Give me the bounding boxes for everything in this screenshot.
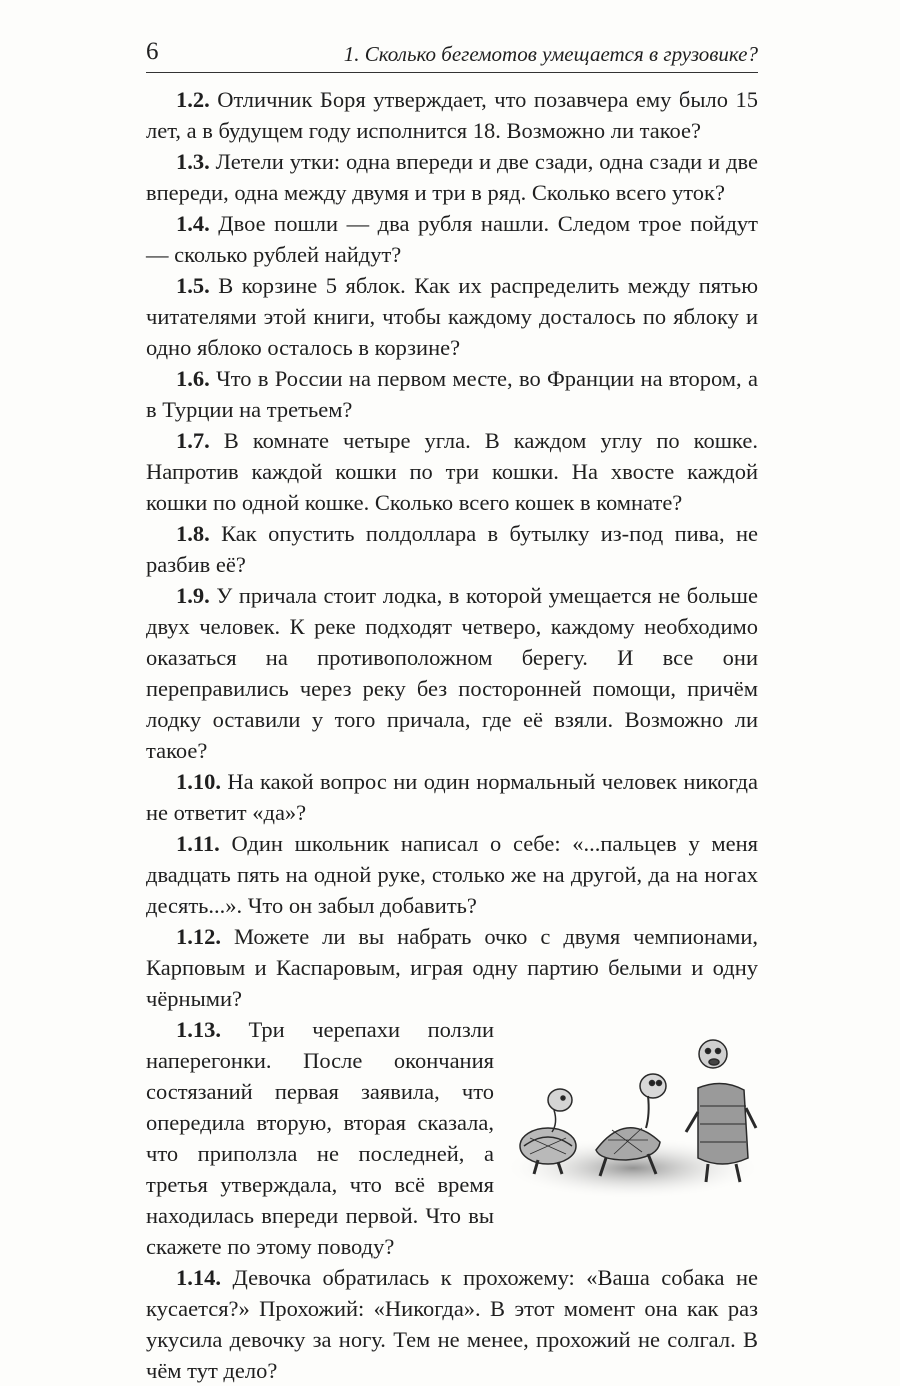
problem-text: Двое пошли — два рубля нашли. Следом трое пойдут — сколько рублей найдут? (146, 211, 758, 267)
running-header (146, 36, 758, 73)
problem-1-7 (146, 425, 758, 518)
running-title: 1. Сколько бегемотов умещается в грузовике? (343, 42, 758, 66)
problem-number: 1.8. (176, 521, 210, 546)
problem-text: Можете ли вы набрать очко с двумя чемпионами, Карповым и Каспаровым, играя одну партию белыми и одну чёрными? (146, 924, 758, 1011)
problem-number: 1.14. (176, 1265, 221, 1290)
problem-text: На какой вопрос ни один нормальный человек никогда не ответит «да»? (146, 769, 758, 825)
three-turtles-illustration (508, 1028, 758, 1198)
problem-1-9 (146, 580, 758, 766)
problem-1-12 (146, 921, 758, 1014)
problem-number: 1.3. (176, 149, 210, 174)
problem-number: 1.12. (176, 924, 221, 949)
problem-number: 1.7. (176, 428, 210, 453)
problem-number: 1.6. (176, 366, 210, 391)
problem-text: В комнате четыре угла. В каждом углу по кошке. Напротив каждой кошки по три кошки. На хвосте каждой кошки по одной кошке. Сколько всего кошек в комнате? (146, 428, 758, 515)
problem-text: В корзине 5 яблок. Как их распределить между пятью читателями этой книги, чтобы каждому досталось по яблоку и одно яблоко осталось в корзине? (146, 273, 758, 360)
problem-1-6 (146, 363, 758, 425)
problem-text: Что в России на первом месте, во Франции на втором, а в Турции на третьем? (146, 366, 758, 422)
problem-text: У причала стоит лодка, в которой умещается не больше двух человек. К реке подходят четверо, каждому необходимо оказаться на противоположном берегу. И все они переправились через реку без посторонней помощи, причём лодку оставили у того причала, где её взяли. Возможно ли такое? (146, 583, 758, 763)
problem-text: Как опустить полдоллара в бутылку из-под пива, не разбив её? (146, 521, 758, 577)
problem-1-14 (146, 1262, 758, 1386)
illustrated-section (146, 1014, 758, 1386)
page-number: 6 (146, 38, 159, 65)
problem-number: 1.2. (176, 87, 210, 112)
problem-number: 1.10. (176, 769, 221, 794)
problem-text: Отличник Боря утверждает, что позавчера ему было 15 лет, а в будущем году исполнится 18. Возможно ли такое? (146, 87, 758, 143)
problem-number: 1.11. (176, 831, 220, 856)
problem-text: Три черепахи ползли наперегонки. После окончания состязаний первая заявила, что опередила вторую, вторая сказала, что приползла не последней, а третья утверждала, что всё время находилась впереди первой. Что вы скажете по этому поводу? (146, 1017, 494, 1259)
problem-1-3 (146, 146, 758, 208)
problem-1-4 (146, 208, 758, 270)
problem-1-2 (146, 84, 758, 146)
problem-1-11 (146, 828, 758, 921)
problem-1-8 (146, 518, 758, 580)
problem-number: 1.13. (176, 1017, 221, 1042)
problem-text: Девочка обратилась к прохожему: «Ваша собака не кусается?» Прохожий: «Никогда». В этот момент она как раз укусила девочку за ногу. Тем не менее, прохожий не солгал. В чём тут дело? (146, 1265, 758, 1383)
problem-list (146, 84, 758, 1386)
problem-number: 1.5. (176, 273, 210, 298)
problem-text: Летели утки: одна впереди и две сзади, одна сзади и две впереди, одна между двумя и три в ряд. Сколько всего уток? (146, 149, 758, 205)
problem-1-10 (146, 766, 758, 828)
problem-number: 1.4. (176, 211, 210, 236)
problem-1-5 (146, 270, 758, 363)
problem-number: 1.9. (176, 583, 210, 608)
problem-text: Один школьник написал о себе: «...пальцев у меня двадцать пять на одной руке, столько же на другой, да на ногах десять...». Что он забыл добавить? (146, 831, 758, 918)
